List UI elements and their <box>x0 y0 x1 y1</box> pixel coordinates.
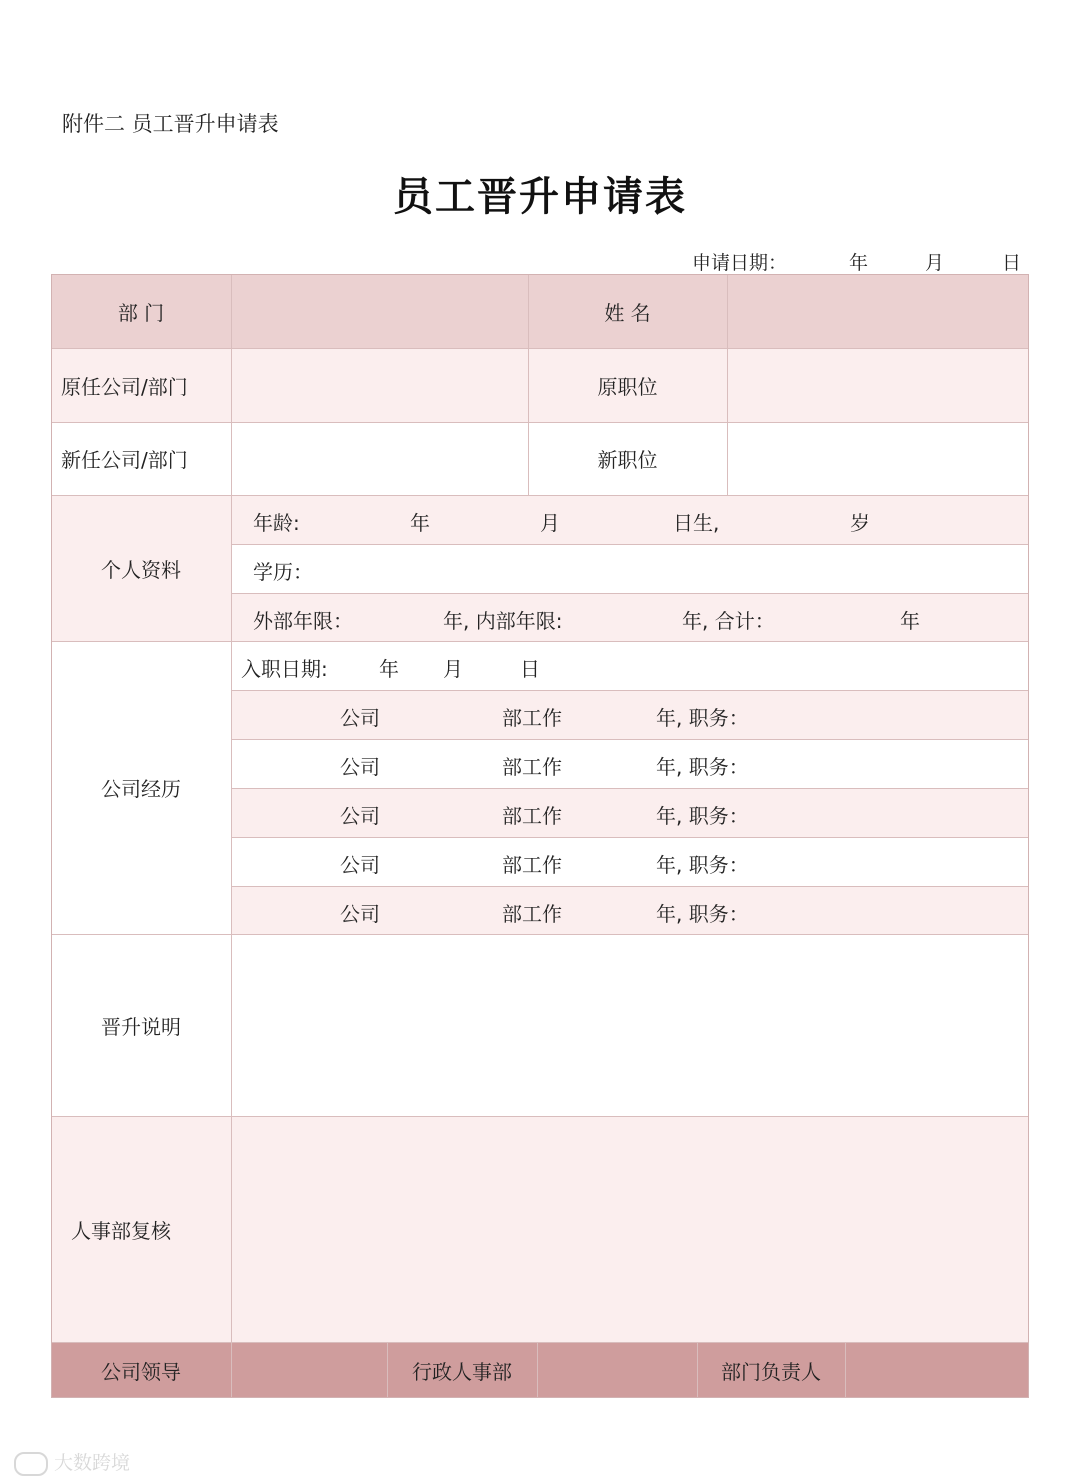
watermark-text: 大数跨境 <box>54 1452 131 1474</box>
company-history-label: 公司经历 <box>51 641 231 934</box>
grid-line <box>845 1342 846 1398</box>
grid-line <box>387 1342 388 1398</box>
grid-line <box>51 495 1029 496</box>
join-day-unit: 日 <box>520 657 540 681</box>
admin-hr-label: 行政人事部 <box>387 1342 537 1398</box>
new-position-field[interactable] <box>727 422 1029 495</box>
grid-line <box>231 788 1029 789</box>
history-duty-label: 年, 职务： <box>656 902 749 926</box>
grid-line <box>231 837 1029 838</box>
promotion-form <box>51 274 1029 1398</box>
new-company-dept-field[interactable] <box>231 422 528 495</box>
prev-position-label: 原职位 <box>528 348 727 422</box>
grid-line <box>231 274 232 1398</box>
history-dept-label: 部工作 <box>502 804 562 828</box>
history-company-label: 公司 <box>340 706 380 730</box>
history-dept-label: 部工作 <box>502 853 562 877</box>
internal-years-label: 年, 内部年限: <box>443 609 563 633</box>
name-field[interactable] <box>727 274 1029 348</box>
age-unit: 岁 <box>850 511 870 535</box>
birth-month-unit: 月 <box>540 511 560 535</box>
join-date-row[interactable] <box>231 641 1029 690</box>
page-title: 员工晋升申请表 <box>393 174 687 220</box>
age-row[interactable] <box>231 495 1029 544</box>
history-dept-label: 部工作 <box>502 706 562 730</box>
external-years-label: 外部年限： <box>253 609 353 633</box>
history-duty-label: 年, 职务： <box>656 804 749 828</box>
personal-info-label: 个人资料 <box>51 495 231 641</box>
grid-line <box>231 690 1029 691</box>
grid-line <box>727 274 728 495</box>
join-date-label: 入职日期: <box>241 657 328 681</box>
prev-company-dept-label: 原任公司/部门 <box>51 348 231 422</box>
name-label: 姓 名 <box>528 274 727 348</box>
dept-head-label: 部门负责人 <box>697 1342 845 1398</box>
history-company-label: 公司 <box>340 804 380 828</box>
history-duty-label: 年, 职务： <box>656 755 749 779</box>
grid-line <box>231 739 1029 740</box>
company-leader-label: 公司领导 <box>51 1342 231 1398</box>
history-company-label: 公司 <box>340 902 380 926</box>
prev-company-dept-field[interactable] <box>231 348 528 422</box>
new-position-label: 新职位 <box>528 422 727 495</box>
admin-hr-sign-field[interactable] <box>537 1342 697 1398</box>
grid-line <box>51 422 1029 423</box>
watermark-logo-icon <box>14 1452 48 1476</box>
department-field[interactable] <box>231 274 528 348</box>
apply-date-year: 年 <box>849 252 869 274</box>
watermark <box>14 1448 130 1476</box>
education-label: 学历： <box>253 560 313 584</box>
birth-year-unit: 年 <box>410 511 430 535</box>
apply-date-label: 申请日期： <box>692 252 788 274</box>
total-years-label: 年, 合计： <box>682 609 775 633</box>
history-company-label: 公司 <box>340 755 380 779</box>
promotion-note-field[interactable] <box>231 934 1029 1116</box>
grid-line <box>231 544 1029 545</box>
total-years-unit: 年 <box>900 609 920 633</box>
history-duty-label: 年, 职务： <box>656 853 749 877</box>
birth-day-unit: 日生, <box>673 511 720 535</box>
grid-line <box>51 934 1029 935</box>
new-company-dept-label: 新任公司/部门 <box>51 422 231 495</box>
hr-review-field[interactable] <box>231 1116 1029 1342</box>
age-label: 年龄: <box>253 511 300 535</box>
company-leader-sign-field[interactable] <box>231 1342 387 1398</box>
apply-date-month: 月 <box>925 252 945 274</box>
grid-line <box>537 1342 538 1398</box>
promotion-note-label: 晋升说明 <box>51 934 231 1116</box>
join-month-unit: 月 <box>443 657 463 681</box>
grid-line <box>51 641 1029 642</box>
grid-line <box>51 348 1029 349</box>
grid-line <box>231 886 1029 887</box>
prev-position-field[interactable] <box>727 348 1029 422</box>
department-label: 部 门 <box>51 274 231 348</box>
history-duty-label: 年, 职务： <box>656 706 749 730</box>
dept-head-sign-field[interactable] <box>845 1342 1029 1398</box>
grid-line <box>231 593 1029 594</box>
grid-line <box>528 274 529 495</box>
history-company-label: 公司 <box>340 853 380 877</box>
hr-review-label: 人事部复核 <box>51 1116 231 1342</box>
apply-date-day: 日 <box>1002 252 1022 274</box>
history-dept-label: 部工作 <box>502 755 562 779</box>
history-dept-label: 部工作 <box>502 902 562 926</box>
grid-line <box>51 1342 1029 1343</box>
grid-line <box>697 1342 698 1398</box>
grid-line <box>51 1116 1029 1117</box>
attachment-label: 附件二 员工晋升申请表 <box>62 112 279 136</box>
join-year-unit: 年 <box>379 657 399 681</box>
education-row[interactable] <box>231 544 1029 593</box>
